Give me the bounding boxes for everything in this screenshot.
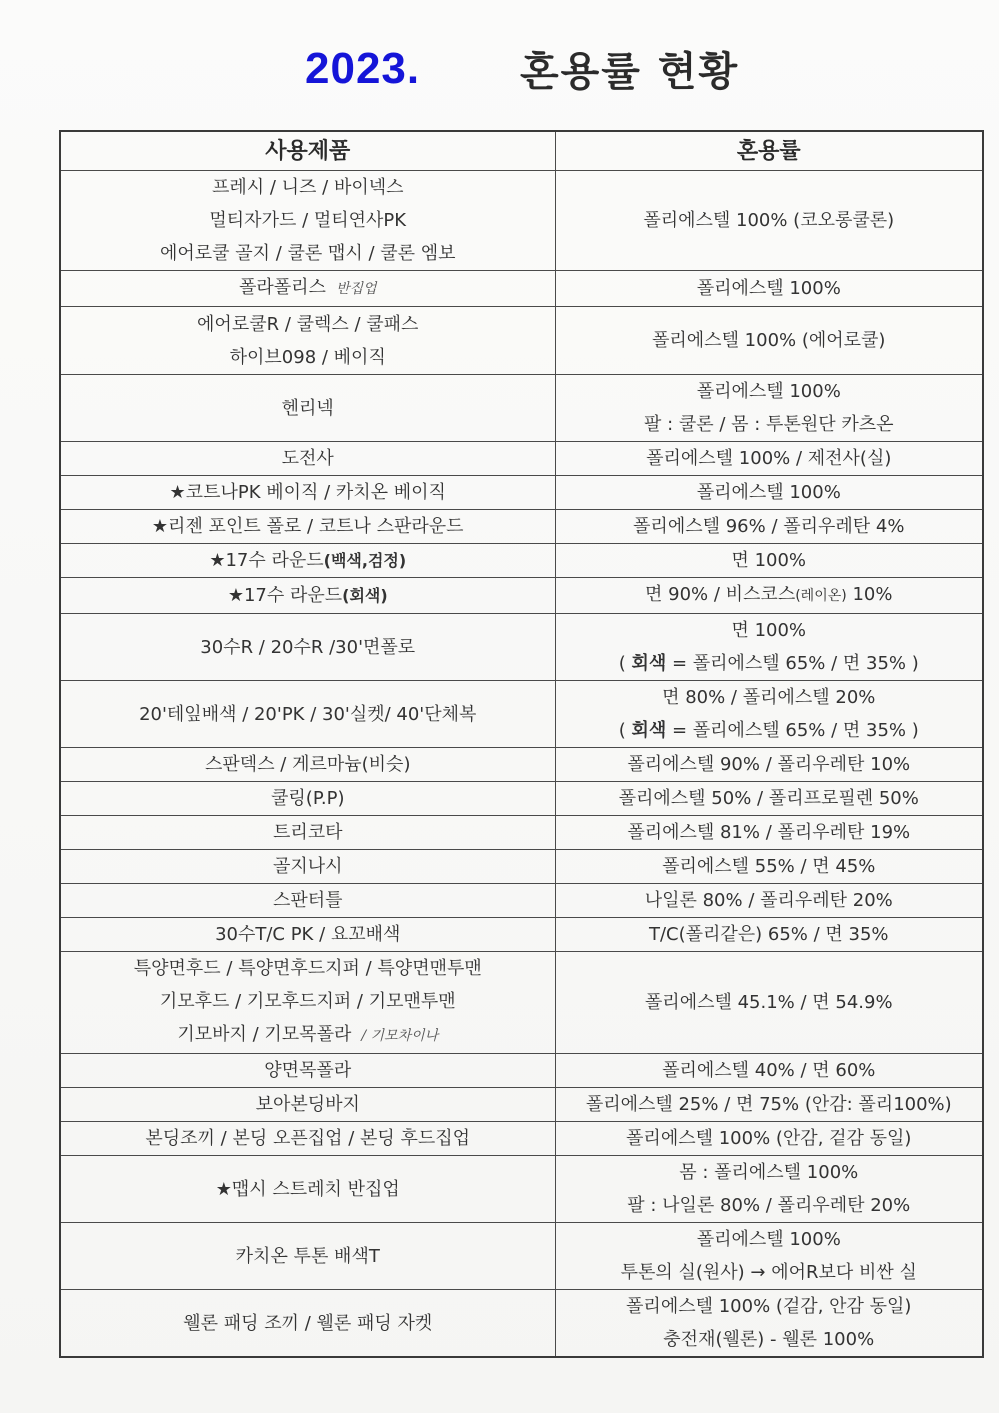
- product-line: ★리젠 포인트 폴로 / 코트나 스판라운드: [151, 516, 464, 537]
- product-line: 에어로쿨R / 쿨렉스 / 쿨패스: [197, 313, 419, 335]
- product-cell: 카치온 투톤 배색T: [60, 1223, 555, 1290]
- product-cell: 양면목폴라: [60, 1054, 555, 1088]
- product-cell: 웰론 패딩 조끼 / 웰론 패딩 자켓: [60, 1290, 555, 1358]
- blend-small-note: (레이온): [795, 588, 847, 604]
- product-color-note: (백색,검정): [323, 551, 407, 570]
- table-row: [60, 476, 983, 510]
- product-line: 에어로쿨 골지 / 쿨론 맵시 / 쿨론 엠보: [159, 243, 456, 264]
- table-row: [60, 816, 983, 850]
- blend-cell: [555, 544, 983, 578]
- product-cell: 쿨링(P.P): [60, 782, 555, 816]
- table-row: [60, 375, 983, 442]
- product-cell: [60, 375, 555, 442]
- product-line: 기모후드 / 기모후드지퍼 / 기모맨투맨: [159, 991, 456, 1012]
- blend-line: 폴리에스텔 100%: [696, 1229, 841, 1250]
- blend-cell: 폴리에스텔 100% (안감, 겉감 동일): [555, 1122, 983, 1156]
- product-line: 도전사: [281, 448, 334, 469]
- product-cell: [60, 271, 555, 307]
- blend-line: 폴리에스텔 100%: [696, 381, 841, 402]
- product-line: ★17수 라운드: [227, 585, 343, 606]
- product-cell: [60, 544, 555, 578]
- product-line: 20'테잎배색 / 20'PK / 30'실켓/ 40'단체복: [139, 703, 477, 725]
- blend-line: 면 80% / 폴리에스텔 20%: [662, 687, 876, 708]
- product-text: 기모바지 / 기모목폴라: [177, 1024, 352, 1045]
- blend-rest: = 폴리에스텔 65% / 면 35% ): [666, 653, 919, 674]
- blend-cell: [555, 952, 983, 1054]
- table-row: [60, 884, 983, 918]
- table-row: [60, 1122, 983, 1156]
- blend-cell: 폴리에스텔 90% / 폴리우레탄 10%: [555, 748, 983, 782]
- blend-cell: 폴리에스텔 25% / 면 75% (안감: 폴리100%): [555, 1088, 983, 1122]
- table-row: [60, 782, 983, 816]
- product-line: ★17수 라운드: [209, 550, 324, 571]
- blend-line: [560, 647, 979, 680]
- blend-cell: 폴리에스텔 50% / 폴리프로필렌 50%: [555, 782, 983, 816]
- year-label: 2023.: [305, 44, 421, 93]
- blend-cell: 폴리에스텔 55% / 면 45%: [555, 850, 983, 884]
- product-line: 헨리넥: [281, 397, 334, 419]
- blend-line: 폴리에스텔 100%: [696, 278, 841, 299]
- blend-cell: [555, 1156, 983, 1223]
- blend-cell: [555, 442, 983, 476]
- product-cell: 보아본딩바지: [60, 1088, 555, 1122]
- blend-cell: [555, 510, 983, 544]
- table-row: [60, 442, 983, 476]
- blend-cell: 폴리에스텔 40% / 면 60%: [555, 1054, 983, 1088]
- product-line: 프레시 / 니즈 / 바이넥스: [211, 177, 404, 198]
- blend-cell: T/C(폴리같은) 65% / 면 35%: [555, 918, 983, 952]
- blend-cell: [555, 375, 983, 442]
- table-row: [60, 850, 983, 884]
- blend-cell: [555, 578, 983, 614]
- blend-cell: [555, 1223, 983, 1290]
- product-cell: 골지나시: [60, 850, 555, 884]
- blend-line: 폴리에스텔 96% / 폴리우레탄 4%: [633, 516, 905, 537]
- product-cell: [60, 614, 555, 681]
- title-row: [0, 38, 999, 98]
- product-cell: [60, 442, 555, 476]
- blend-line: 폴리에스텔 45.1% / 면 54.9%: [644, 992, 893, 1013]
- table-row: [60, 1223, 983, 1290]
- blend-line: 폴리에스텔 100% (에어로쿨): [652, 330, 886, 351]
- blend-line: 폴리에스텔 100% (겉감, 안감 동일): [626, 1296, 912, 1317]
- table-row: [60, 1088, 983, 1122]
- product-line: 30수R / 20수R /30'면폴로: [200, 636, 416, 658]
- blend-line: [560, 714, 979, 747]
- blend-cell: [555, 681, 983, 748]
- blend-paren: (: [618, 720, 632, 741]
- blend-cell: [555, 614, 983, 681]
- blend-cell: [555, 307, 983, 375]
- blend-ratio-table: [59, 130, 984, 1358]
- blend-cell: 나일론 80% / 폴리우레탄 20%: [555, 884, 983, 918]
- product-cell: [60, 578, 555, 614]
- product-cell: [60, 171, 555, 271]
- table-row: [60, 681, 983, 748]
- handwritten-note: 반집업: [335, 281, 377, 297]
- table-row: [60, 1054, 983, 1088]
- handwritten-note: / 기모차이나: [361, 1028, 439, 1044]
- blend-line: 팔 : 나일론 80% / 폴리우레탄 20%: [627, 1195, 911, 1216]
- product-cell: 스판덱스 / 게르마늄(비슷): [60, 748, 555, 782]
- product-cell: 스판터틀: [60, 884, 555, 918]
- table-row: [60, 1156, 983, 1223]
- table-row: [60, 1290, 983, 1358]
- blend-line: 면 90% / 비스코스: [645, 584, 796, 605]
- blend-paren: (: [618, 653, 632, 674]
- blend-line: 투톤의 실(원사) → 에어R보다 비싼 실: [620, 1262, 917, 1283]
- blend-rest: = 폴리에스텔 65% / 면 35% ): [666, 720, 919, 741]
- product-cell: [60, 681, 555, 748]
- header-product: 사용제품: [60, 131, 555, 171]
- table-row: [60, 171, 983, 271]
- product-cell: 트리코타: [60, 816, 555, 850]
- product-line: 멀티자가드 / 멀티연사PK: [209, 210, 407, 231]
- blend-line: 10%: [846, 584, 893, 605]
- product-cell: ★맵시 스트레치 반집업: [60, 1156, 555, 1223]
- blend-line: 몸 : 폴리에스텔 100%: [679, 1162, 859, 1183]
- product-cell: [60, 952, 555, 1054]
- blend-line: 폴리에스텔 100% (코오롱쿨론): [643, 210, 895, 231]
- table-row: [60, 952, 983, 1054]
- blend-cell: [555, 271, 983, 307]
- blend-cell: [555, 1290, 983, 1358]
- blend-line: 충전재(웰론) - 웰론 100%: [663, 1329, 875, 1350]
- blend-line: 폴리에스텔 100%: [696, 482, 841, 503]
- blend-cell: [555, 171, 983, 271]
- product-cell: [60, 307, 555, 375]
- product-line: 특양면후드 / 특양면후드지퍼 / 특양면맨투맨: [133, 958, 482, 979]
- table-row: [60, 918, 983, 952]
- product-line: 하이브098 / 베이직: [229, 346, 386, 368]
- table-row: [60, 544, 983, 578]
- product-color-note: (회색): [342, 586, 388, 605]
- page-title: 혼용률 현황: [520, 49, 740, 95]
- product-line: [65, 1018, 551, 1053]
- product-cell: [60, 510, 555, 544]
- table-row: [60, 307, 983, 375]
- blend-line: 면 100%: [731, 550, 807, 571]
- blend-line: 면 100%: [731, 620, 807, 641]
- blend-line: 팔 : 쿨론 / 몸 : 투톤원단 카츠온: [643, 414, 894, 435]
- table-row: [60, 271, 983, 307]
- product-cell: [60, 476, 555, 510]
- product-cell: 본딩조끼 / 본딩 오픈집업 / 본딩 후드집업: [60, 1122, 555, 1156]
- blend-cell: 폴리에스텔 81% / 폴리우레탄 19%: [555, 816, 983, 850]
- table-row: [60, 614, 983, 681]
- product-cell: 30수T/C PK / 요꼬배색: [60, 918, 555, 952]
- table-row: [60, 578, 983, 614]
- table-row: [60, 748, 983, 782]
- table-header-row: [60, 131, 983, 171]
- header-blend-ratio: 혼용률: [555, 131, 983, 171]
- blend-line: 폴리에스텔 100% / 제전사(실): [646, 448, 892, 469]
- blend-emph-gray: 회색: [631, 653, 667, 674]
- product-line: ★코트나PK 베이직 / 카치온 베이직: [169, 482, 446, 503]
- blend-cell: [555, 476, 983, 510]
- blend-emph-gray: 회색: [631, 720, 667, 741]
- product-line: 폴라폴리스: [238, 277, 326, 298]
- table-row: [60, 510, 983, 544]
